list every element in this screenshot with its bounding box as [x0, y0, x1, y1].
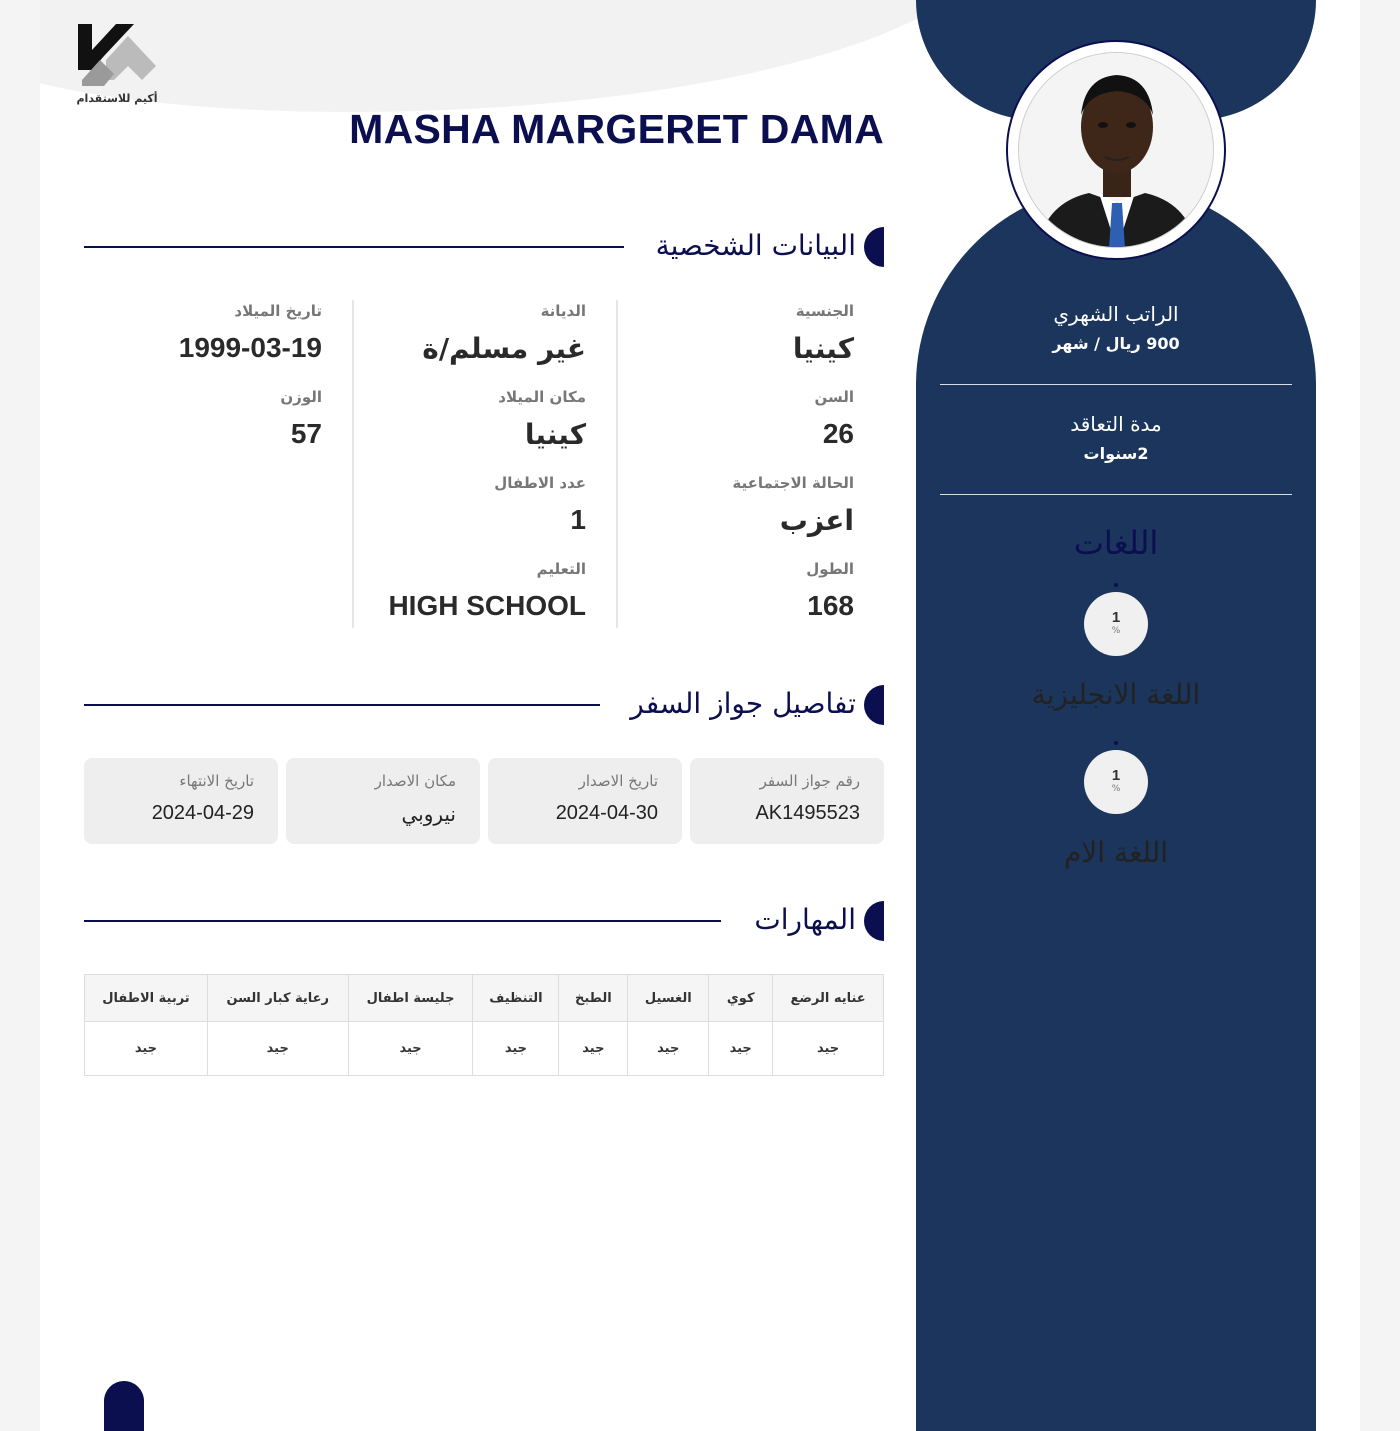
language-level-unit: %: [1111, 784, 1121, 794]
language-name: اللغة الام: [1063, 836, 1169, 869]
field-label: مكان الميلاد: [498, 388, 586, 406]
section-tab: [864, 901, 884, 941]
personal-data-grid: [84, 300, 884, 630]
sidebar: [916, 0, 1316, 1431]
sidebar-divider: [940, 384, 1292, 385]
cv-page: [40, 0, 1360, 1431]
section-passport: [84, 684, 884, 726]
person-portrait-icon: [1019, 53, 1214, 248]
section-title-skills: المهارات: [754, 903, 856, 936]
card-value: نيروبي: [401, 802, 456, 826]
passport-number-card: [690, 758, 884, 844]
skill-value: جيد: [559, 1022, 628, 1076]
salary-label: الراتب الشهري: [1053, 302, 1179, 326]
skills-value-row: [85, 1022, 884, 1076]
field-children: [494, 474, 586, 536]
field-value: 1: [570, 504, 586, 535]
skill-header: الغسيل: [628, 975, 709, 1022]
profile-photo-frame: [1006, 40, 1226, 260]
personal-column-3: [86, 300, 352, 628]
field-value: غير مسلم/ة: [422, 332, 586, 365]
field-age: [814, 388, 854, 450]
field-label: تاريخ الميلاد: [234, 302, 322, 320]
field-value: 168: [807, 590, 854, 621]
field-education: [388, 560, 586, 622]
profile-photo: [1018, 52, 1214, 248]
skill-header: التنظيف: [473, 975, 559, 1022]
section-tab: [864, 227, 884, 267]
skill-value: جيد: [473, 1022, 559, 1076]
field-label: الوزن: [280, 388, 322, 406]
field-value: كينيا: [792, 332, 854, 365]
skill-header: عنايه الرضع: [773, 975, 884, 1022]
field-value: HIGH SCHOOL: [388, 590, 586, 621]
section-divider: [84, 704, 600, 706]
field-label: الديانة: [540, 302, 586, 320]
skill-header: جليسة اطفال: [348, 975, 473, 1022]
field-label: السن: [814, 388, 854, 406]
skill-header: كوي: [709, 975, 773, 1022]
card-label: تاريخ الانتهاء: [179, 772, 254, 790]
section-divider: [84, 246, 624, 248]
skill-value: جيد: [207, 1022, 348, 1076]
field-label: الحالة الاجتماعية: [732, 474, 854, 492]
language-level: 1: [1111, 609, 1121, 626]
field-label: الطول: [806, 560, 854, 578]
section-skills: [84, 900, 884, 942]
field-value: كينيا: [524, 418, 586, 451]
passport-expiry-date-card: [84, 758, 278, 844]
field-marital-status: [732, 474, 854, 537]
field-nationality: [793, 302, 854, 365]
header-swoosh: [40, 0, 1000, 112]
skill-value: جيد: [348, 1022, 473, 1076]
section-tab: [864, 685, 884, 725]
language-name: اللغة الانجليزية: [1031, 678, 1201, 711]
section-divider: [84, 920, 721, 922]
card-value: 2024-04-29: [151, 802, 254, 824]
contract-value: 2سنوات: [1083, 444, 1149, 463]
card-label: تاريخ الاصدار: [578, 772, 658, 790]
skill-header: رعاية كبار السن: [207, 975, 348, 1022]
passport-cards: [84, 758, 884, 844]
personal-column-2: [352, 300, 618, 628]
section-title-passport: تفاصيل جواز السفر: [630, 687, 856, 720]
company-logo: [76, 20, 158, 110]
skill-header: تربية الاطفال: [85, 975, 208, 1022]
skills-table: [84, 974, 884, 1076]
contract-label: مدة التعاقد: [1070, 412, 1162, 436]
field-birthdate: [179, 302, 322, 364]
skill-value: جيد: [709, 1022, 773, 1076]
field-weight: [280, 388, 322, 450]
skill-value: جيد: [628, 1022, 709, 1076]
skill-value: جيد: [85, 1022, 208, 1076]
salary-block: [940, 302, 1292, 353]
salary-value: 900 ريال / شهر: [1052, 334, 1180, 353]
field-birthplace: [498, 388, 586, 451]
field-value: اعزب: [779, 504, 854, 537]
skill-value: جيد: [773, 1022, 884, 1076]
card-label: رقم جواز السفر: [759, 772, 860, 790]
logo-text: أكيم للاستقدام: [76, 92, 158, 105]
field-label: التعليم: [536, 560, 586, 578]
card-value: 2024-04-30: [555, 802, 658, 824]
language-dot: [1114, 741, 1118, 745]
field-height: [806, 560, 854, 622]
field-value: 26: [822, 418, 854, 449]
languages-title: اللغات: [1073, 524, 1159, 562]
contract-block: [940, 412, 1292, 463]
skills-header-row: [85, 975, 884, 1022]
field-value: 1999-03-19: [178, 332, 322, 363]
passport-issue-date-card: [488, 758, 682, 844]
logo-mark-icon: [76, 20, 158, 92]
candidate-name: MASHA MARGERET DAMA: [349, 106, 884, 152]
passport-issue-place-card: [286, 758, 480, 844]
page-footer-tab: [104, 1381, 144, 1431]
personal-column-1: [618, 300, 884, 628]
language-level-unit: %: [1111, 626, 1121, 636]
sidebar-divider: [940, 494, 1292, 495]
language-level-circle: [1084, 592, 1148, 656]
field-value: 57: [290, 418, 322, 449]
language-level: 1: [1111, 767, 1121, 784]
language-dot: [1114, 583, 1118, 587]
section-personal: [84, 226, 884, 268]
field-label: الجنسية: [795, 302, 854, 320]
section-title-personal: البيانات الشخصية: [655, 229, 856, 262]
skill-header: الطبخ: [559, 975, 628, 1022]
card-value: AK1495523: [755, 802, 860, 824]
field-label: عدد الاطفال: [494, 474, 586, 492]
card-label: مكان الاصدار: [374, 772, 456, 790]
language-level-circle: [1084, 750, 1148, 814]
field-religion: [422, 302, 586, 365]
